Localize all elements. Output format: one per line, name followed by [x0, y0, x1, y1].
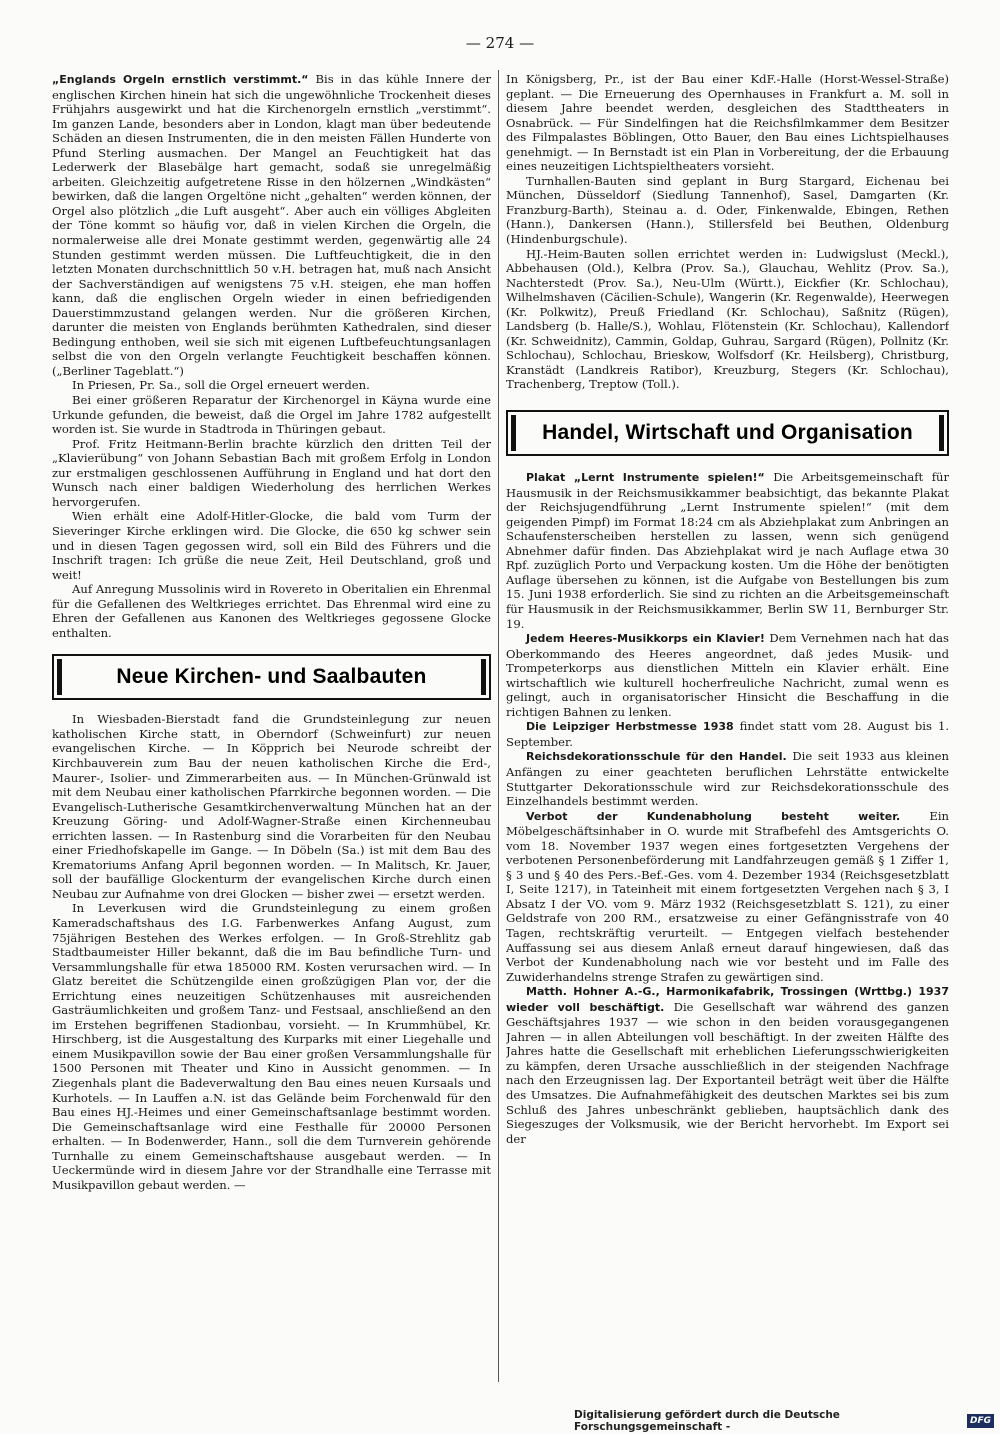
- article-paragraph: [506, 470, 949, 631]
- article-lead: Die Leipziger Herbstmesse 1938: [526, 720, 734, 734]
- article-paragraph: [52, 72, 491, 378]
- article-paragraph: [506, 984, 949, 1146]
- article-paragraph: Wien erhält eine Adolf-Hitler-Glocke, die bald vom Turm der Sieveringer Kirche erklingen wird. Die Glocke, die 650 kg schwer sein und in diesen Tagen gegossen wird, soll ein Bild des Führers und die Inschrift tragen: Ich grüße die neue Zeit, Heil Deutschland, groß und weit!: [52, 509, 491, 582]
- section-heading: Handel, Wirtschaft und Organisation: [511, 415, 944, 451]
- left-column: [52, 72, 491, 1380]
- article-paragraph: In Leverkusen wird die Grundsteinlegung zu einem großen Kameradschaftshaus des I.G. Farbenwerkes Anfang August, zum 75jährigen Bestehen des Werkes erfolgen. — In Groß-Strehlitz gab Stadtbaumeister Hiller bekannt, daß die im Bau befindliche Turn- und Versammlungshalle für etwa 185000 RM. Kosten verursachen wird. — In Glatz bereitet die Schützengilde einen großzügigen Plan vor, der die Errichtung eines neuzeitigen Schützenhauses mit ausreichenden Gasträumlichkeiten und großem Tanz- und Festsaal, anschließend an den im Erstehen begriffenen Stadionbau, vorsieht. — In Krummhübel, Kr. Hirschberg, ist die Ausgestaltung des Kurparks mit einer Liegehalle und einem Musikpavillon sowie der Bau einer großen Versammlungshalle für 1500 Personen mit Theater und Kino in Aussicht genommen. — In Ziegenhals plant die Badeverwaltung den Bau eines neuen Kursaals und Kurhotels. — In Lauffen a.N. ist das Gelände beim Forchenwald für den Bau eines HJ.-Heimes und einer Gemeinschaftsanlage bestimmt worden. Die Gemeinschaftsanlage wird eine Festhalle für 20000 Personen erhalten. — In Bodenwerder, Hann., soll die dem Turnverein gehörende Turnhalle zu einem Gemeinschaftshause ausgebaut werden. — In Ueckermünde wird in diesem Jahre vor der Strandhalle eine Terrasse mit Musikpavillon gebaut werden. —: [52, 901, 491, 1192]
- article-paragraph: HJ.-Heim-Bauten sollen errichtet werden in: Ludwigslust (Meckl.), Abbehausen (Old.), Kelbra (Prov. Sa.), Glauchau, Wehlitz (Prov. Sa.), Nachterstedt (Prov. Sa.), Neu-Ulm (Württ.), Eickfier (Kr. Schlochau), Wilhelmshaven (Cäcilien-Schule), Wangerin (Kr. Regenwalde), Heerwegen (Kr. Polkwitz), Preuß Friedland (Kr. Schlochau), Saßnitz (Rügen), Landsberg (b. Halle/S.), Wohlau, Flötenstein (Kr. Schlochau), Kallendorf (Kr. Schweidnitz), Cammin, Goldap, Guhrau, Sargard (Rügen), Pollnitz (Kr. Schlochau), Schlochau, Brieskow, Wolfsdorf (Kr. Heilsberg), Christburg, Kranstädt (Landkreis Ratibor), Kreuzburg, Stegers (Kr. Schlochau), Trachenberg, Treptow (Toll.).: [506, 246, 949, 392]
- article-text: Die Arbeitsgemeinschaft für Hausmusik in der Reichsmusikkammer beabsichtigt, das bekannte Plakat der Reichsjugendführung „Lernt Instrumente spielen!“ (mit dem geigenden Pimpf) im Format 18:24 cm als Abziehplakat zum Anbringen an Schaufensterscheiben herstellen zu lassen, wenn sich genügend Abnehmer dafür finden. Das Abziehplakat wird je nach Auflage etwa 30 Rpf. zuzüglich Porto und Verpackung kosten. Um die Höhe der benötigten Auflage übersehen zu können, ist die Aufgabe von Bestellungen bis zum 15. Juni 1938 erforderlich. Sie sind zu richten an die Arbeitsgemeinschaft für Hausmusik in der Reichsmusikkammer, Berlin SW 11, Bernburger Str. 19.: [506, 470, 949, 631]
- article-lead: Jedem Heeres-Musikkorps ein Klavier!: [526, 632, 765, 646]
- article-paragraph: [506, 749, 949, 808]
- digitization-credit: [574, 1408, 1000, 1434]
- page-number: — 274 —: [465, 34, 535, 52]
- article-lead: Plakat „Lernt Instrumente spielen!“: [526, 471, 765, 485]
- article-lead: Matth. Hohner A.-G., Harmonikafabrik, Trossingen (Wrttbg.) 1937 wieder voll beschäftigt.: [506, 985, 949, 1014]
- article-text: Dem Vernehmen nach hat das Oberkommando des Heeres angeordnet, daß jedes Musik- und Trompeterkorps aus dienstlichen Mitteln ein Klavier erhält. Eine wirtschaftlich wie kulturell hocherfreuliche Nachricht, zumal wenn es gelingt, auch in organisatorischer Hinsicht die Beschaffung in die richtigen Bahnen zu lenken.: [506, 631, 949, 719]
- dfg-logo-icon: DFG: [967, 1414, 994, 1428]
- article-paragraph: [506, 719, 949, 749]
- article-paragraph: Turnhallen-Bauten sind geplant in Burg Stargard, Eichenau bei München, Düsseldorf (Siedlung Tannenhof), Sasel, Damgarten (Kr. Franzburg-Barth), Steinau a. d. Oder, Finkenwalde, Ebingen, Rethen (Hann.), Dankersen (Hann.), Stillersfeld bei Beuthen, Oldenburg (Hindenburgschule).: [506, 173, 949, 247]
- article-paragraph: Auf Anregung Mussolinis wird in Rovereto in Oberitalien ein Ehrenmal für die Gefallenen des Weltkrieges errichtet. Das Ehrenmal wird eine zu Ehren der Gefallenen aus Kanonen des Weltkrieges gegossene Glocke enthalten.: [52, 582, 491, 640]
- article-lead: Verbot der Kundenabholung besteht weiter.: [526, 809, 901, 823]
- article-text: Die seit 1933 aus kleinen Anfängen zu einer geachteten beruflichen Lehrstätte entwickelte Stuttgarter Dekorationsschule wird zur Reichsdekorationsschule des Einzelhandels bestimmt werden.: [506, 749, 949, 809]
- article-text: Die Gesellschaft war während des ganzen Geschäftsjahres 1937 — wie schon in den beiden vorausgegangenen Jahren — in allen Abteilungen voll beschäftigt. In der zweiten Hälfte des Jahres hatte die Gesellschaft mit erheblichen Lieferungsschwierigkeiten zu kämpfen, deren Ursache ausschließlich in der steigenden Nachfrage nach den Erzeugnissen lag. Der Exportanteil beträgt weit über die Hälfte des Umsatzes. Die Aufnahmefähigkeit des deutschen Marktes sei bis zum Schluß des Jahres unbeschränkt geblieben, hauptsächlich dank des Siegeszuges der Volksmusik, wie der Bericht hervorhebt. Im Export sei der: [506, 999, 949, 1146]
- column-divider: [498, 70, 499, 1382]
- article-lead: Reichsdekorationsschule für den Handel.: [526, 750, 787, 764]
- article-text: Ein Möbelgeschäftsinhaber in O. wurde mit Strafbefehl des Amtsgerichts O. vom 18. November 1937 wegen eines fortgesetzten Vergehens der verbotenen Personenbeförderung mit Landfahrzeugen gemäß § 1 Ziffer 1, § 3 und § 40 des Pers.-Bef.-Ges. vom 4. Dezember 1934 (Reichsgesetzblatt I, Seite 1217), in Tateinheit mit einem fortgesetzten Vergehen nach § 3, I Absatz I der VO. vom 9. März 1932 (Reichsgesetzblatt S. 121), zu einer Geldstrafe von 200 RM., ersatzweise zu einer Gefängnisstrafe von 40 Tagen, rechtskräftig verurteilt. — Entgegen vielfach bestehender Auffassung sei aus diesem Anlaß erneut darauf hingewiesen, daß das Verbot der Kundenabholung nach wie vor besteht und im Falle des Zuwiderhandelns strenge Strafen zu gewärtigen sind.: [506, 808, 949, 984]
- article-text: Bis in das kühle Innere der englischen Kirchen hinein hat sich die ungewöhnliche Trockenheit dieses Frühjahrs ausgewirkt und hat die Kirchenorgeln ernstlich „verstimmt“. Im ganzen Lande, besonders aber in London, klagt man über bedeutende Schäden an diesen Instrumenten, die in den meisten Fällen Hunderte von Pfund Sterling ausmachen. Der Mangel an Feuchtigkeit hat das Lederwerk der Blasebälge hart gemacht, sodaß sie unregelmäßig arbeiten. Gleichzeitig aufgetretene Risse in den hölzernen „Windkästen“ bewirken, daß die langen Orgeltöne nicht „gehalten“ werden können, der Orgel also plötzlich „die Luft ausgeht“. Aber auch ein völliges Abgleiten der Töne kommt so häufig vor, daß in vielen Kirchen die Orgeln, die normalerweise alle drei Monate gestimmt werden, gegenwärtig alle 24 Stunden gestimmt werden müssen. Die Luftfeuchtigkeit, die in den letzten Monaten durchschnittlich 50 v.H. betragen hat, muß nach Ansicht der Sachverständigen auf wenigstens 75 v.H. steigen, ehe man hoffen kann, daß die englischen Orgeln wieder in einen befriedigenden Dauerstimmzustand gelangen werden. Nur die größeren Kirchen, darunter die meisten von Englands berühmten Kathedralen, sind dieser Bedingung enthoben, weil sie sich mit eigenen Luftbefeuchtungsanlagen selbst die von den Orgeln verlangte Feuchtigkeit beschaffen können. („Berliner Tageblatt.“): [52, 72, 491, 378]
- section-heading: Neue Kirchen- und Saalbauten: [57, 659, 486, 695]
- article-lead: „Englands Orgeln ernstlich verstimmt.“: [52, 73, 309, 86]
- article-paragraph: In Königsberg, Pr., ist der Bau einer KdF.-Halle (Horst-Wessel-Straße) geplant. — Die Erneuerung des Opernhauses in Frankfurt a. M. soll in diesem Jahre beendet werden, desgleichen des Stadttheaters in Osnabrück. — Für Sindelfingen hat die Reichsfilmkammer dem Besitzer des Filmpalastes Böblingen, Otto Bauer, den Bau eines Lichtspielhauses genehmigt. — In Bernstadt ist ein Plan in Vorbereitung, der die Erbauung eines neuzeitigen Lichtspieltheaters vorsieht.: [506, 72, 949, 174]
- section-banner: [52, 654, 491, 700]
- article-paragraph: In Priesen, Pr. Sa., soll die Orgel erneuert werden.: [72, 378, 370, 393]
- right-column: [506, 72, 949, 1380]
- article-paragraph: [506, 809, 949, 985]
- credit-text: Digitalisierung gefördert durch die Deutsche Forschungsgemeinschaft -: [574, 1409, 840, 1433]
- article-text: findet statt vom 28. August bis 1. September.: [506, 719, 949, 749]
- article-paragraph: [506, 631, 949, 719]
- article-paragraph: Bei einer größeren Reparatur der Kirchenorgel in Käyna wurde eine Urkunde gefunden, die beweist, daß die Orgel im Jahre 1782 aufgestellt worden ist. Sie wurde in Stadtroda in Thüringen gebaut.: [52, 393, 491, 437]
- article-paragraph: Prof. Fritz Heitmann-Berlin brachte kürzlich den dritten Teil der „Klavierübung“ von Johann Sebastian Bach mit großem Erfolg in London zur erstmaligen geschlossenen Aufführung in England und hat dort den Wunsch nach einer baldigen Wiederholung des herrlichen Werkes hervorgerufen.: [52, 436, 491, 509]
- section-banner: [506, 410, 949, 456]
- article-paragraph: In Wiesbaden-Bierstadt fand die Grundsteinlegung zur neuen katholischen Kirche statt, in Oberndorf (Schweinfurt) zur neuen evangelischen Kirche. — In Köpprich bei Neurode schreibt der Kirchbauverein zum Bau der neuen katholischen Kirche die Erd-, Maurer-, Isolier- und Zimmerarbeiten aus. — In München-Grünwald ist mit dem Neubau einer katholischen Pfarrkirche begonnen worden. — Die Evangelisch-Lutherische Gesamtkirchenverwaltung München hat an der Kreuzung Göring- und Adolf-Wagner-Straße einen Kirchenneubau errichten lassen. — In Rastenburg sind die Vorarbeiten für den Neubau einer Friedhofskapelle im Gange. — In Döbeln (Sa.) ist mit dem Bau des Krematoriums Anfang April begonnen worden. — In Malitsch, Kr. Jauer, soll der baufällige Glockenturm der evangelischen Kirche durch einen Neubau zur Aufnahme von drei Glocken — bisher zwei — ersetzt werden.: [52, 712, 491, 901]
